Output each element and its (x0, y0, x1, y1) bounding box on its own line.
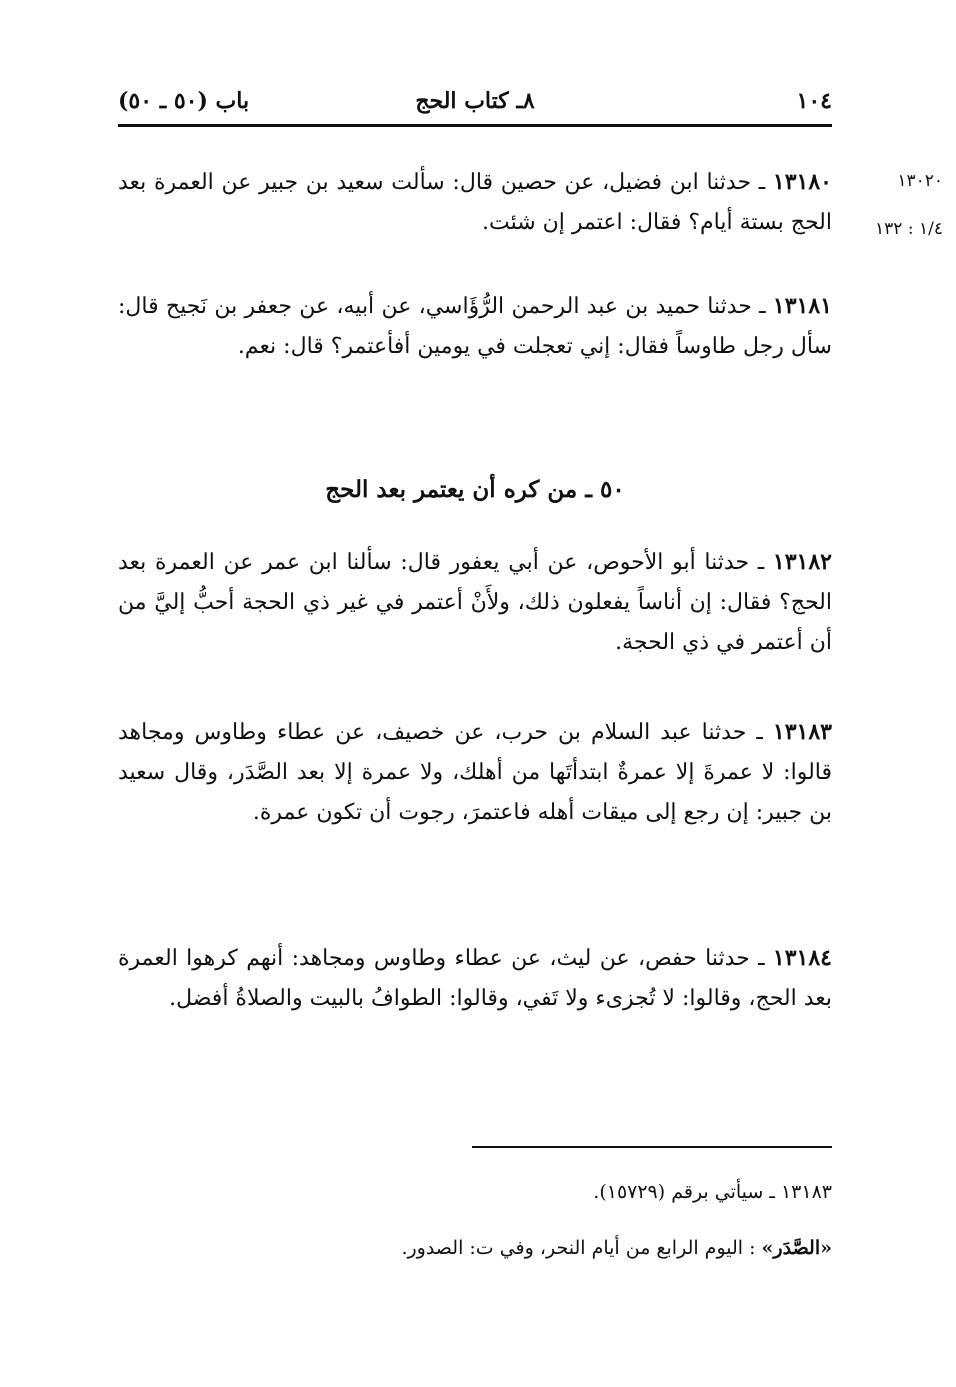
hadith-text: ـ حدثنا عبد السلام بن حرب، عن خصيف، عن عطاء وطاوس ومجاهد قالوا: لا عمرةَ إلا عمرةٌ ابتدأتَها من أهلك، ولا عمرة إلا بعد الصَّدَر، وقال سعيد بن جبير: إن رجع إلى ميقات أهله فاعتمرَ، رجوت أن تكون عمرة. (118, 720, 832, 825)
page-number: ١٠٤ (796, 88, 832, 114)
running-header (118, 84, 832, 124)
hadith-number: ١٣١٨٣ (772, 719, 832, 745)
hadith-text: ـ حدثنا أبو الأحوص، عن أبي يعفور قال: سألنا ابن عمر عن العمرة بعد الحج؟ فقال: إن أناساً يفعلون ذلك، ولأَنْ أعتمر في غير ذي الحجة أحبُّ إليَّ من أن أعتمر في ذي الحجة. (118, 550, 832, 655)
book-title: ٨ـ كتاب الحج (415, 88, 535, 114)
hadith-entry (118, 162, 832, 243)
hadith-number: ١٣١٨٤ (772, 945, 832, 971)
footnote (118, 1232, 832, 1264)
hadith-entry (118, 938, 832, 1019)
hadith-number: ١٣١٨٢ (772, 549, 832, 575)
header-divider (118, 124, 832, 127)
hadith-text: ـ حدثنا ابن فضيل، عن حصين قال: سألت سعيد بن جبير عن العمرة بعد الحج بستة أيام؟ فقال: اعتمر إن شئت. (118, 170, 832, 235)
margin-reference: ١٣٠٢٠ (897, 171, 943, 191)
footnote-text: : اليوم الرابع من أيام النحر، وفي ت: الصدور. (401, 1237, 762, 1259)
margin-reference: ١/٤ : ١٣٢ (875, 219, 943, 239)
footnote (118, 1176, 832, 1208)
hadith-entry (118, 286, 832, 367)
hadith-number: ١٣١٨١ (772, 293, 832, 319)
chapter-range: باب (٥٠ ـ ٥٠) (118, 88, 250, 114)
footnote-label: «الصَّدَر» (761, 1237, 832, 1259)
section-heading: ٥٠ ـ من كره أن يعتمر بعد الحج (325, 476, 625, 503)
hadith-text: ـ حدثنا حميد بن عبد الرحمن الرُّؤَاسي، عن أبيه، عن جعفر بن نَجيح قال: سأل رجل طاوساً فقال: إني تعجلت في يومين أفأعتمر؟ قال: نعم. (118, 294, 832, 359)
footnote-divider (472, 1146, 832, 1148)
hadith-text: ـ حدثنا حفص، عن ليث، عن عطاء وطاوس ومجاهد: أنهم كرهوا العمرة بعد الحج، وقالوا: لا تُجزىء ولا تَفي، وقالوا: الطوافُ بالبيت والصلاةُ أفضل. (118, 946, 832, 1011)
hadith-number: ١٣١٨٠ (772, 169, 832, 195)
hadith-entry (118, 712, 832, 833)
footnote-text: ١٣١٨٣ ـ سيأتي برقم (١٥٧٢٩). (593, 1181, 832, 1203)
hadith-entry (118, 542, 832, 663)
